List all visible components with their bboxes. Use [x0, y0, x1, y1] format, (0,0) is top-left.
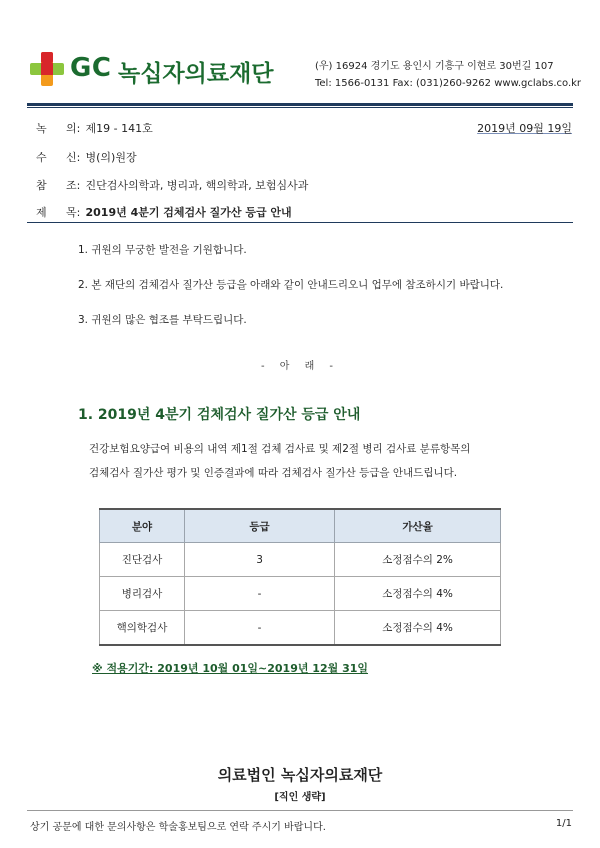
address-line: (우) 16924 경기도 용인시 기흥구 이현로 30번길 107 [315, 61, 554, 72]
footer-note: 상기 공문에 대한 문의사항은 학술홍보팀으로 연락 주시기 바랍니다. [30, 822, 326, 833]
header-field: 분야 [100, 509, 185, 543]
doc-number-label: 녹 [36, 122, 47, 135]
cell-grade: - [184, 611, 334, 646]
contact-line: Tel: 1566-0131 Fax: (031)260-9262 www.gclabs.co.kr [315, 78, 582, 89]
cell-rate: 소정점수의 2% [335, 543, 501, 577]
reference-value: 진단검사의학과, 병리과, 핵의학과, 보험심사과 [85, 179, 309, 192]
cell-field: 병리검사 [100, 577, 185, 611]
recipient-label-2: 신: [66, 151, 81, 164]
recipient-label: 수 [36, 151, 47, 164]
header-rate: 가산율 [335, 509, 501, 543]
cross-logo-icon [28, 50, 66, 88]
subject-value: 2019년 4분기 검체검사 질가산 등급 안내 [85, 206, 292, 219]
table-row [100, 543, 501, 577]
below-marker: - 아 래 - [260, 361, 340, 372]
paragraph-2: 2. 본 재단의 검체검사 질가산 등급을 아래와 같이 안내드리오니 업무에 참조하시기 바랍니다. [78, 279, 504, 291]
signature-name: 의료법인 녹십자의료재단 [217, 766, 383, 784]
table-row [100, 611, 501, 646]
doc-number-label-2: 의: [66, 122, 81, 135]
doc-number-value: 제19 - 141호 [85, 122, 153, 135]
recipient-value: 병(의)원장 [85, 151, 137, 164]
header-divider [27, 103, 573, 106]
meta-divider [27, 222, 573, 223]
footer-divider [27, 810, 573, 811]
paragraph-1: 1. 귀원의 무궁한 발전을 기원합니다. [78, 244, 247, 256]
section-title: 1. 2019년 4분기 검체검사 질가산 등급 안내 [78, 407, 361, 423]
reference-row [36, 177, 308, 193]
paragraph-3: 3. 귀원의 많은 협조를 부탁드립니다. [78, 314, 247, 326]
section-body-line-1: 건강보험요양급여 비용의 내역 제1절 검체 검사료 및 제2절 병리 검사료 분류항목의 [89, 443, 471, 455]
cell-rate: 소정점수의 4% [335, 611, 501, 646]
address-block [315, 58, 581, 92]
foundation-logo [28, 50, 318, 90]
reference-label-2: 조: [66, 179, 81, 192]
page-number: 1/1 [555, 818, 572, 829]
header-grade: 등급 [184, 509, 334, 543]
grade-table [99, 508, 501, 646]
subject-row [36, 204, 292, 220]
application-period: ※ 적용기간: 2019년 10월 01일~2019년 12월 31일 [92, 662, 369, 675]
cell-grade: - [184, 577, 334, 611]
doc-number-row [36, 120, 153, 136]
subject-label-2: 목: [66, 206, 81, 219]
table-row [100, 577, 501, 611]
cell-field: 진단검사 [100, 543, 185, 577]
table-header-row [100, 509, 501, 543]
cell-field: 핵의학검사 [100, 611, 185, 646]
stamp-omitted-note: [직인 생략] [274, 792, 326, 803]
header-divider-thin [27, 107, 573, 108]
reference-label: 참 [36, 179, 47, 192]
logo-name-text: 녹십자의료재단 [118, 61, 274, 87]
subject-label: 제 [36, 206, 47, 219]
cell-grade: 3 [184, 543, 334, 577]
document-date: 2019년 09월 19일 [477, 122, 572, 135]
cell-rate: 소정점수의 4% [335, 577, 501, 611]
section-body-line-2: 검체검사 질가산 평가 및 인증결과에 따라 검체검사 질가산 등급을 안내드립니다. [89, 467, 458, 479]
logo-gc-text: GC [70, 53, 112, 83]
recipient-row [36, 149, 137, 165]
